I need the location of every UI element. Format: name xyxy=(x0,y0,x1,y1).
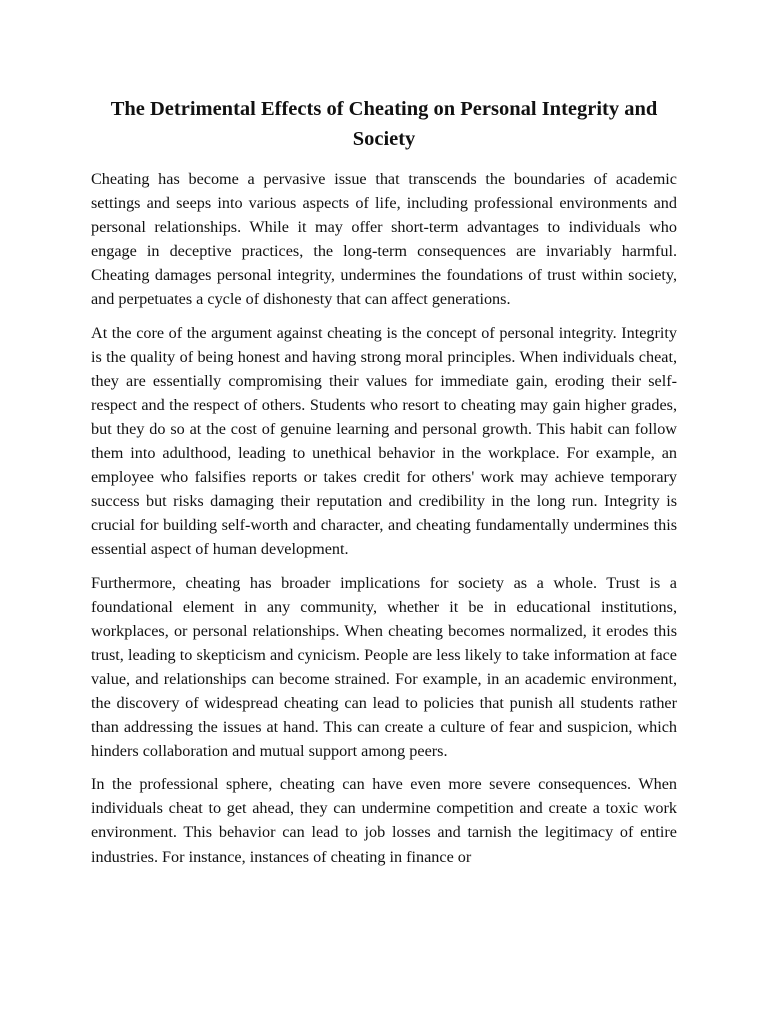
paragraph-3: Furthermore, cheating has broader implications for society as a whole. Trust is a foundational element in any community, whether it be in educational institutions, workplaces, or personal relationships. When cheating becomes normalized, it erodes this trust, leading to skepticism and cynicism. People are less likely to take information at face value, and relationships can become strained. For example, in an academic environment, the discovery of widespread cheating can lead to policies that punish all students rather than addressing the issues at hand. This can create a culture of fear and suspicion, which hinders collaboration and mutual support among peers. xyxy=(91,573,677,761)
document-title: The Detrimental Effects of Cheating on Personal Integrity and Society xyxy=(110,98,658,150)
paragraph-1: Cheating has become a pervasive issue that transcends the boundaries of academic settings and seeps into various aspects of life, including professional environments and personal relationships. While it may offer short-term advantages to individuals who engage in deceptive practices, the long-term consequences are invariably harmful. Cheating damages personal integrity, undermines the foundations of trust within society, and perpetuates a cycle of dishonesty that can affect generations. xyxy=(91,170,677,309)
paragraph-4: In the professional sphere, cheating can have even more severe consequences. When individuals cheat to get ahead, they can undermine competition and create a toxic work environment. This behavior can lead to job losses and tarnish the legitimacy of entire industries. For instance, instances of cheating in finance or xyxy=(91,775,677,866)
document-page xyxy=(91,94,677,878)
paragraph-2: At the core of the argument against cheating is the concept of personal integrity. Integrity is the quality of being honest and having strong moral principles. When individuals cheat, they are essentially compromising their values for immediate gain, eroding their self-respect and the respect of others. Students who resort to cheating may gain higher grades, but they do so at the cost of genuine learning and personal growth. This habit can follow them into adulthood, leading to unethical behavior in the workplace. For example, an employee who falsifies reports or takes credit for others' work may achieve temporary success but risks damaging their reputation and credibility in the long run. Integrity is crucial for building self-worth and character, and cheating fundamentally undermines this essential aspect of human development. xyxy=(91,323,677,559)
